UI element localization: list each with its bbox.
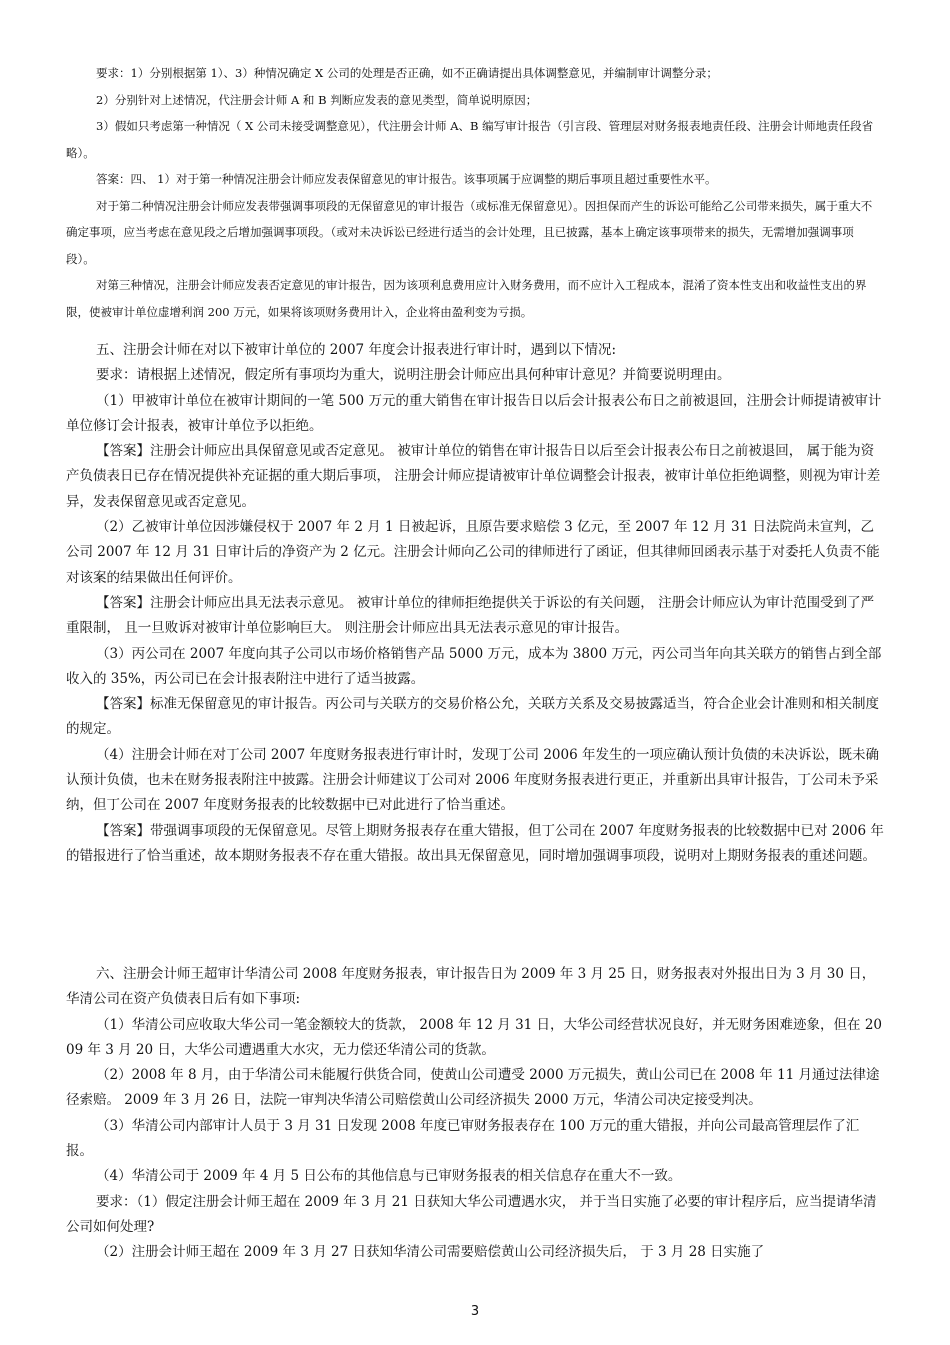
question-six-section [0, 962, 950, 1266]
paragraph: （3）丙公司在 2007 年度向其子公司以市场价格销售产品 5000 万元，成本为 3800 万元，丙公司当年向其关联方的销售占到全部收入的 35%，丙公司已在会计报表附注中进行了适当披露。 [66, 645, 882, 687]
question-heading: 五、注册会计师在对以下被审计单位的 2007 年度会计报表进行审计时，遇到以下情况: [96, 342, 616, 358]
answer-paragraph: 【答案】标准无保留意见的审计报告。丙公司与关联方的交易价格公允，关联方关系及交易披露适当，符合企业会计准则和相关制度的规定。 [66, 696, 879, 738]
paragraph: （4）注册会计师在对丁公司 2007 年度财务报表进行审计时，发现丁公司 2006 年发生的一项应确认预计负债的未决诉讼，既未确认预计负债，也未在财务报表附注中披露。注册会计师建议丁公司对 2006 年度财务报表进行更正，并重新出具审计报告，丁公司未予采纳，但丁公司在 2007 年度财务报表的比较数据中已对此进行了恰当重述。 [66, 746, 879, 814]
paragraph: 对于第二种情况注册会计师应发表带强调事项段的无保留意见的审计报告（或标准无保留意见）。因担保而产生的诉讼可能给乙公司带来损失，属于重大不确定事项，应当考虑在意见段之后增加强调事项段。（或对未决诉讼已经进行适当的会计处理，且已披露，基本上确定该事项带来的损失，无需增加强调事项段）。 [66, 198, 873, 266]
paragraph: （1）甲被审计单位在被审计期间的一笔 500 万元的重大销售在审计报告日以后会计报表公布日之前被退回，注册会计师提请被审计单位修订会计报表，被审计单位予以拒绝。 [66, 392, 882, 434]
paragraph: 要求：请根据上述情况，假定所有事项均为重大，说明注册会计师应出具何种审计意见？并简要说明理由。 [96, 367, 731, 384]
paragraph: （3）华清公司内部审计人员于 3 月 31 日发现 2008 年度已审财务报表存在 100 万元的重大错报，并向公司最高管理层作了汇报。 [66, 1117, 860, 1160]
question-five-section [0, 338, 950, 869]
paragraph: （2）乙被审计单位因涉嫌侵权于 2007 年 2 月 1 日被起诉，且原告要求赔偿 3 亿元，至 2007 年 12 月 31 日法院尚未宣判，乙公司 2007 年 12 月 31 日审计后的净资产为 2 亿元。注册会计师向乙公司的律师进行了函证，但其律师回函表示基于对委托人负责不能对该案的结果做出任何评价。 [66, 519, 880, 586]
page-number: 3 [470, 1304, 480, 1319]
paragraph: 对第三种情况，注册会计师应发表否定意见的审计报告，因为该项利息费用应计入财务费用，而不应计入工程成本，混淆了资本性支出和收益性支出的界限，使被审计单位虚增利润 200 万元，如果将该项财务费用计入，企业将由盈利变为亏损。 [66, 278, 867, 319]
paragraph: 2）分别针对上述情况，代注册会计师 A 和 B 判断应发表的意见类型，简单说明原因； [96, 92, 538, 107]
paragraph: 要求：（1）假定注册会计师王超在 2009 年 3 月 21 日获知大华公司遭遇水灾， 并于当日实施了必要的审计程序后，应当提请华清公司如何处理? [66, 1193, 877, 1235]
answer-section-four [0, 60, 950, 325]
paragraph: 要求：1）分别根据第 1）、3）种情况确定 X 公司的处理是否正确，如不正确请提出具体调整意见，并编制审计调整分录； [96, 66, 718, 80]
paragraph: 3）假如只考虑第一种情况（ X 公司未接受调整意见），代注册会计师 A、B 编写审计报告（引言段、管理层对财务报表地责任段、注册会计师地责任段省略）。 [66, 119, 874, 160]
paragraph: （4）华清公司于 2009 年 4 月 5 日公布的其他信息与已审财务报表的相关信息存在重大不一致。 [96, 1168, 682, 1185]
paragraph: 答案：四、 1）对于第一种情况注册会计师应发表保留意见的审计报告。该事项属于应调整的期后事项且超过重要性水平。 [96, 172, 717, 186]
paragraph: （1）华清公司应收取大华公司一笔金额较大的货款， 2008 年 12 月 31 日，大华公司经营状况良好，并无财务困难迹象，但在 2009 年 3 月 20 日，大华公司遭遇重大水灾，无力偿还华清公司的货款。 [66, 1016, 883, 1058]
answer-paragraph: 【答案】带强调事项段的无保留意见。尽管上期财务报表存在重大错报，但丁公司在 2007 年度财务报表的比较数据中已对 2006 年的错报进行了恰当重述，故本期财务报表不存在重大错报。故出具无保留意见，同时增加强调事项段，说明对上期财务报表的重述问题。 [66, 822, 884, 864]
question-heading: 六、注册会计师王超审计华清公司 2008 年度财务报表，审计报告日为 2009 年 3 月 25 日，财务报表对外报出日为 3 月 30 日，华清公司在资产负债表日后有如下事项: [66, 966, 876, 1008]
answer-paragraph: 【答案】注册会计师应出具保留意见或否定意见。 被审计单位的销售在审计报告日以后至会计报表公布日之前被退回， 属于能为资产负债表日已存在情况提供补充证据的重大期后事项， 注册会计师应提请被审计单位调整会计报表，被审计单位拒绝调整，则视为审计差异，发表保留意见或否定意见。 [66, 443, 881, 510]
paragraph: （2）2008 年 8 月，由于华清公司未能履行供货合同，使黄山公司遭受 2000 万元损失，黄山公司已在 2008 年 11 月通过法律途径索赔。 2009 年 3 月 26 日，法院一审判决华清公司赔偿黄山公司经济损失 2000 万元，华清公司决定接受判决。 [66, 1067, 880, 1109]
paragraph: （2）注册会计师王超在 2009 年 3 月 27 日获知华清公司需要赔偿黄山公司经济损失后， 于 3 月 28 日实施了 [96, 1244, 765, 1261]
answer-paragraph: 【答案】注册会计师应出具无法表示意见。 被审计单位的律师拒绝提供关于诉讼的有关问题， 注册会计师应认为审计范围受到了严重限制， 且一旦败诉对被审计单位影响巨大。 则注册会计师应出具无法表示意见的审计报告。 [66, 594, 875, 637]
